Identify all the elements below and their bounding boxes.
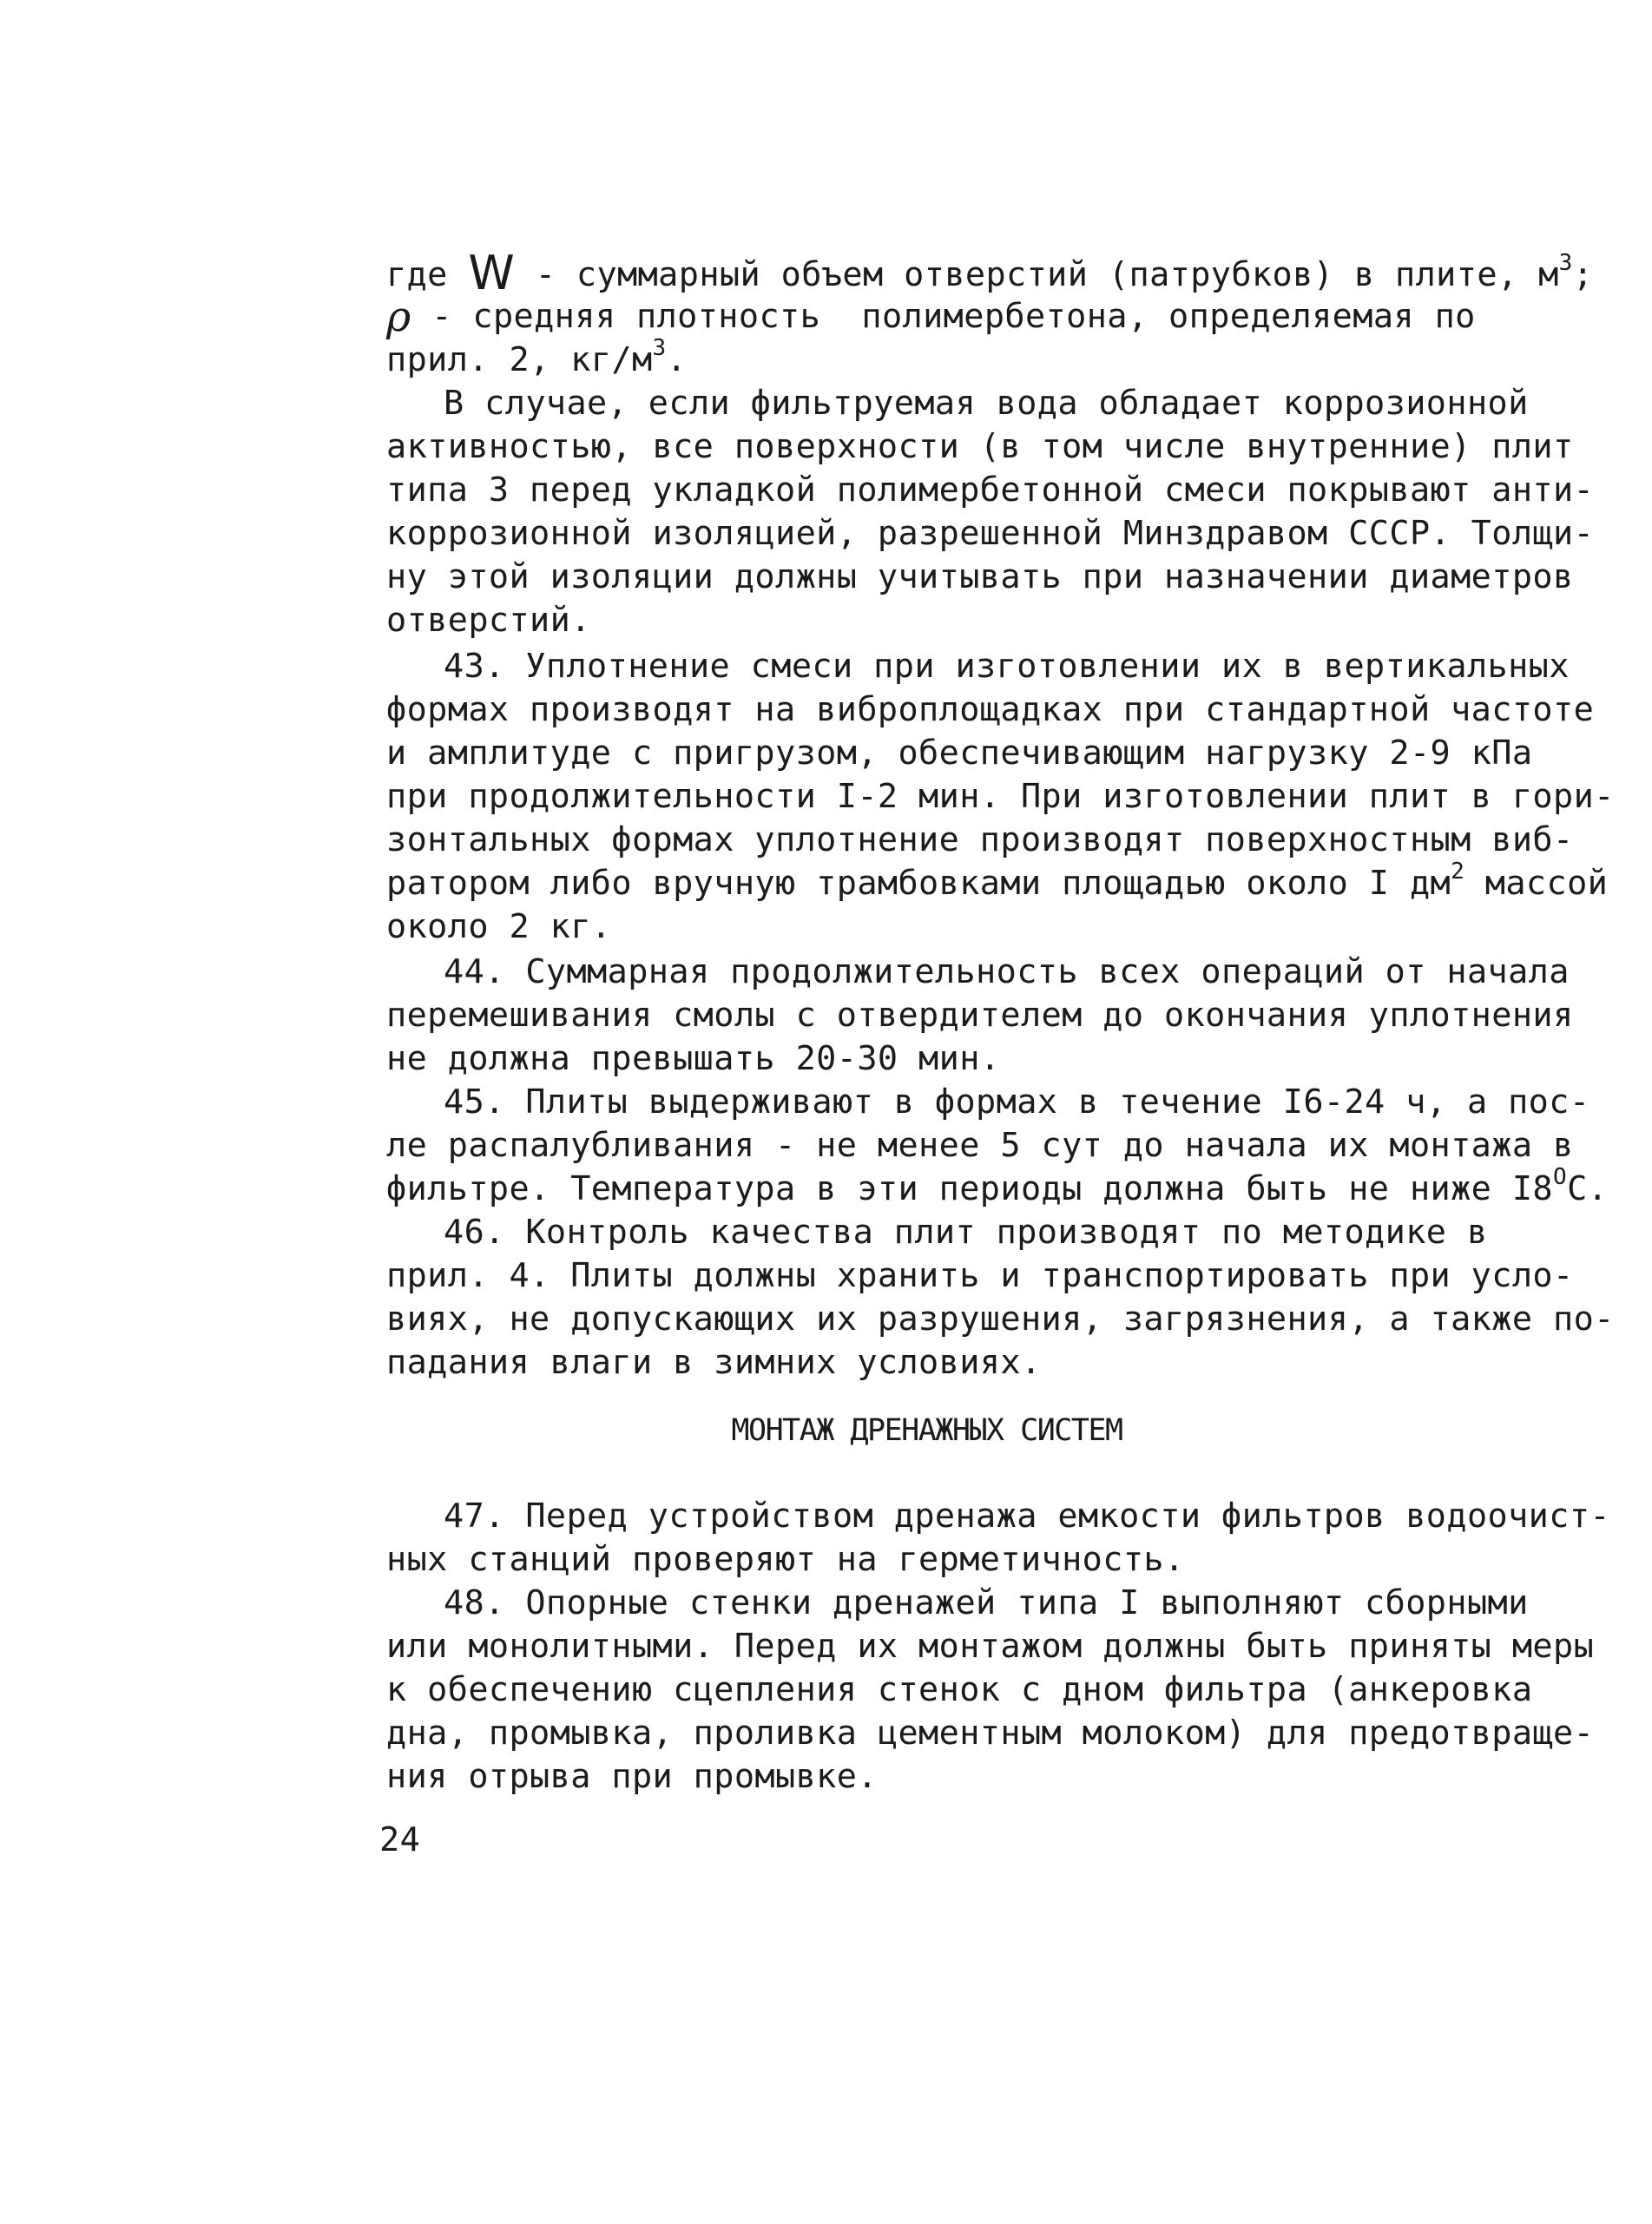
paragraph-line: перемешивания смолы с отвердителем до окончания уплотнения	[386, 996, 1574, 1035]
paragraph-line: зонтальных формах уплотнение производят поверхностным виб-	[386, 820, 1574, 859]
paragraph-line: активностью, все поверхности (в том числе внутренние) плит	[386, 427, 1574, 466]
legend-text: прил. 2, кг/м	[386, 340, 653, 379]
paragraph-line: ния отрыва при промывке.	[386, 1757, 878, 1796]
paragraph-line: ных станций проверяют на герметичность.	[386, 1540, 1185, 1579]
paragraph-45	[386, 1081, 1609, 1211]
paragraph-line: к обеспечению сцепления стенок с дном фильтра (анкеровка	[386, 1670, 1533, 1709]
paragraph-line: 47. Перед устройством дренажа емкости фильтров водоочист-	[444, 1497, 1611, 1536]
paragraph-46	[386, 1211, 1615, 1385]
paragraph-text: ратором либо вручную трамбовками площадью около I дм	[386, 864, 1451, 903]
paragraph-line: не должна превышать 20-30 мин.	[386, 1039, 1001, 1078]
paragraph-line: В случае, если фильтруемая вода обладает коррозионной	[444, 384, 1529, 423]
section-heading-wrap	[386, 1409, 1467, 1452]
paragraph-line: и амплитуде с пригрузом, обеспечивающим нагрузку 2-9 кПа	[386, 734, 1533, 773]
symbol-rho: ρ	[386, 293, 411, 341]
paragraph-line: около 2 кг.	[386, 907, 612, 946]
paragraph-line: формах производят на виброплощадках при стандартной частоте	[386, 690, 1595, 729]
paragraph-line	[386, 1164, 1609, 1211]
paragraph-line: ле распалубливания - не менее 5 сут до начала их монтажа в	[386, 1126, 1574, 1165]
symbol-w: W	[468, 246, 516, 300]
paragraph-47	[386, 1495, 1611, 1582]
page-number-wrap	[379, 1819, 1460, 1862]
paragraph-line: падания влаги в зимних условиях.	[386, 1343, 1042, 1382]
paragraph-line	[386, 859, 1609, 905]
paragraph-line: типа 3 перед укладкой полимербетонной смеси покрывают анти-	[386, 470, 1595, 510]
paragraph-line: 46. Контроль качества плит производят по методике в	[444, 1213, 1488, 1252]
paragraph-line: дна, промывка, проливка цементным молоком) для предотвраще-	[386, 1714, 1595, 1753]
paragraph-line: 43. Уплотнение смеси при изготовлении их в вертикальных	[444, 647, 1570, 686]
paragraph-line: или монолитными. Перед их монтажом должны быть приняты меры	[386, 1627, 1595, 1666]
paragraph-44	[386, 951, 1574, 1081]
section-heading: МОНТАЖ ДРЕНАЖНЫХ СИСТЕМ	[731, 1413, 1122, 1448]
paragraph-line: коррозионной изоляцией, разрешенной Минздравом СССР. Толщи-	[386, 514, 1595, 553]
superscript: 3	[652, 335, 667, 361]
paragraph-line: 44. Суммарная продолжительность всех операций от начала	[444, 952, 1570, 991]
legend-text: - средняя плотность полимербетона, определяемая по	[411, 297, 1476, 336]
legend-line-units	[386, 335, 1467, 382]
legend-line-w	[386, 246, 1594, 300]
paragraph-line: 45. Плиты выдерживают в формах в течение I6-24 ч, а пос-	[444, 1082, 1590, 1122]
paragraph-line: виях, не допускающих их разрушения, загрязнения, а также по-	[386, 1300, 1615, 1339]
superscript: 3	[1558, 250, 1573, 276]
legend-text: - суммарный объем отверстий (патрубков) в плите, м	[515, 255, 1559, 294]
legend-text: .	[666, 340, 688, 379]
page-number: 24	[379, 1820, 421, 1859]
legend-text: где	[386, 255, 469, 294]
superscript: О	[1553, 1164, 1568, 1190]
legend-line-rho	[386, 293, 1476, 341]
paragraph-text: С.	[1567, 1169, 1609, 1208]
paragraph-text: фильтре. Температура в эти периоды должна быть не ниже I8	[386, 1169, 1553, 1208]
legend-text: ;	[1572, 255, 1594, 294]
paragraph-48	[386, 1582, 1595, 1799]
paragraph-43	[386, 645, 1615, 949]
paragraph-corrosion	[386, 382, 1595, 642]
paragraph-line: при продолжительности I-2 мин. При изготовлении плит в гори-	[386, 777, 1615, 816]
paragraph-line: ну этой изоляции должны учитывать при назначении диаметров	[386, 557, 1574, 596]
paragraph-line: прил. 4. Плиты должны хранить и транспортировать при усло-	[386, 1256, 1574, 1295]
superscript: 2	[1451, 859, 1465, 885]
paragraph-line: 48. Опорные стенки дренажей типа I выполняют сборными	[444, 1583, 1529, 1622]
formula-legend	[386, 246, 1594, 382]
paragraph-text: массой	[1464, 864, 1609, 903]
paragraph-line: отверстий.	[386, 601, 591, 640]
